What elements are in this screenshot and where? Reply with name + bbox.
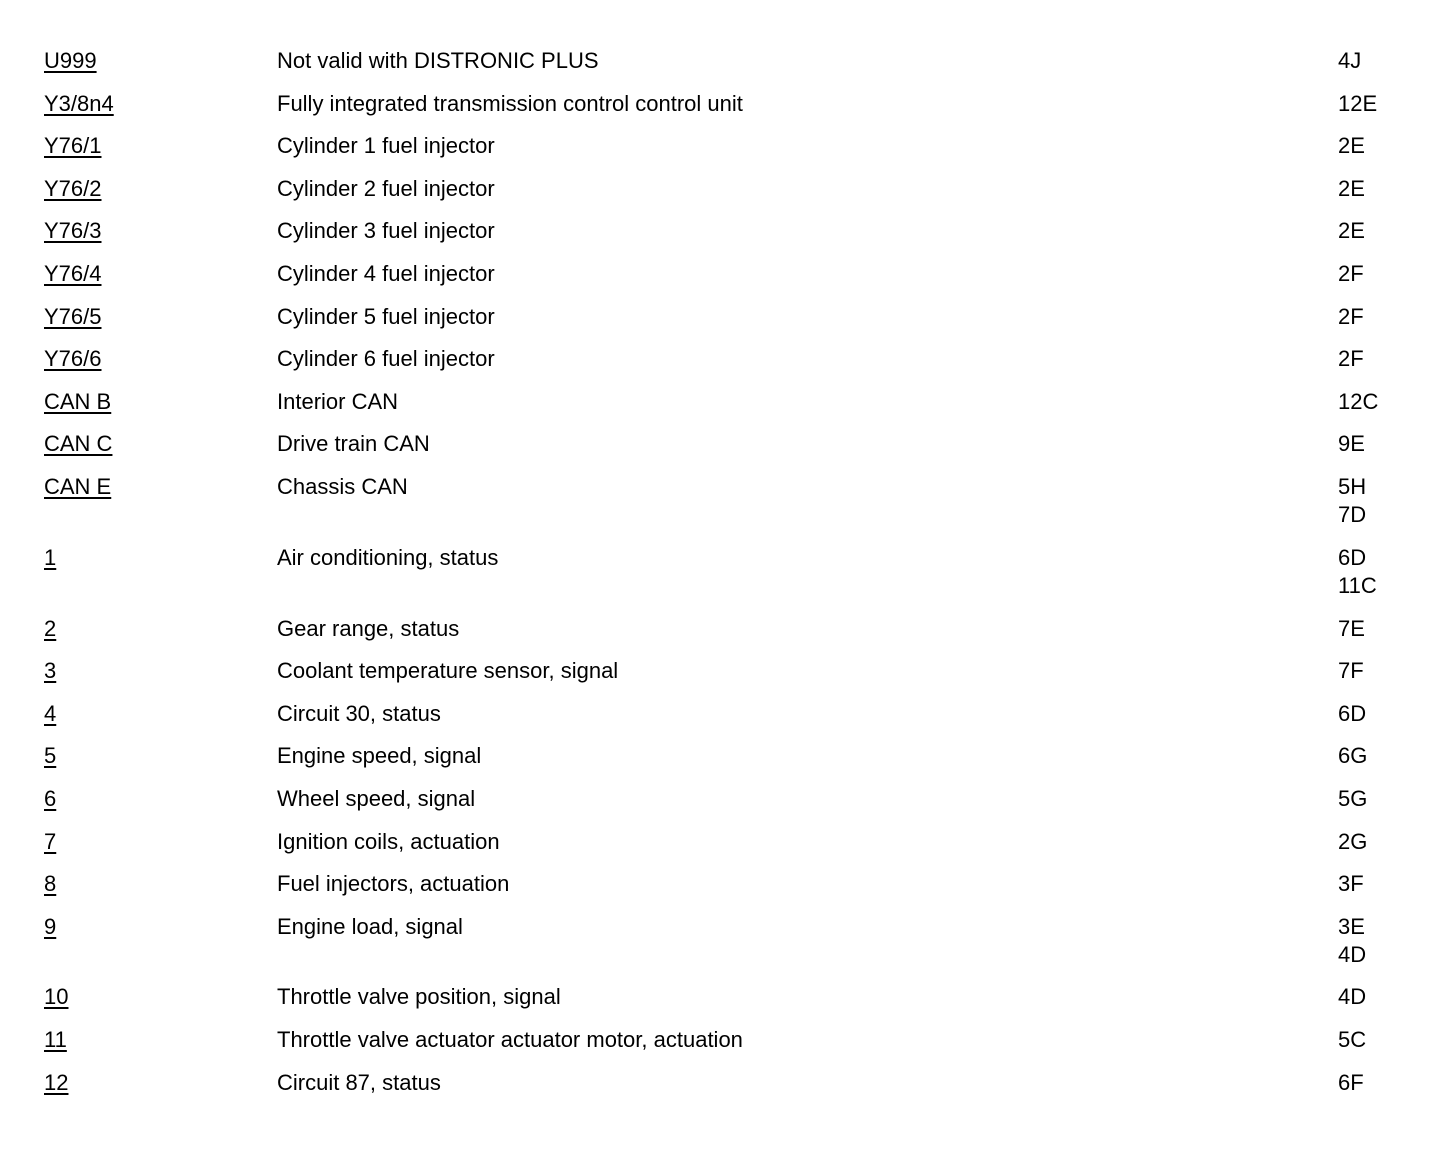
grid-reference-list: [1338, 260, 1424, 288]
grid-reference: 4D: [1338, 984, 1367, 1010]
grid-reference: 2E: [1338, 218, 1365, 244]
component-description: Throttle valve actuator actuator motor, actuation: [277, 1027, 743, 1053]
component-code-link[interactable]: Y76/3: [44, 218, 102, 244]
grid-reference-list: [1338, 544, 1424, 600]
grid-reference-list: [1338, 785, 1424, 813]
grid-reference-list: [1338, 430, 1424, 458]
grid-reference: 6G: [1338, 743, 1368, 769]
legend-row: [44, 742, 1424, 785]
legend-row: [44, 175, 1424, 218]
grid-reference-list: [1338, 1026, 1424, 1054]
grid-reference: 11C: [1338, 572, 1377, 598]
component-description: Not valid with DISTRONIC PLUS: [277, 48, 599, 73]
grid-reference: 9E: [1338, 431, 1365, 457]
grid-reference-list: [1338, 700, 1424, 728]
grid-reference: 2F: [1338, 303, 1364, 329]
component-description: Cylinder 4 fuel injector: [277, 260, 495, 286]
grid-reference-list: [1338, 870, 1424, 898]
grid-reference-list: [1338, 345, 1424, 373]
component-description: Air conditioning, status: [277, 544, 499, 570]
grid-reference: 3F: [1338, 871, 1364, 897]
component-code-link[interactable]: 2: [44, 615, 57, 641]
component-description: Ignition coils, actuation: [277, 828, 500, 854]
component-code-link[interactable]: Y76/1: [44, 133, 102, 159]
component-code-link[interactable]: CAN B: [44, 388, 112, 414]
legend-table: [44, 47, 1424, 1111]
legend-row: [44, 1069, 1424, 1112]
legend-row: [44, 913, 1424, 984]
grid-reference: 6D: [1338, 700, 1367, 726]
component-code-link[interactable]: U999: [44, 48, 97, 73]
component-description: Chassis CAN: [277, 473, 408, 499]
component-description: Cylinder 6 fuel injector: [277, 346, 495, 372]
component-description: Interior CAN: [277, 388, 399, 414]
legend-row: [44, 870, 1424, 913]
component-code-link[interactable]: Y76/5: [44, 303, 102, 329]
grid-reference-list: [1338, 615, 1424, 643]
component-code-link[interactable]: 9: [44, 913, 57, 939]
legend-row: [44, 1026, 1424, 1069]
grid-reference-list: [1338, 742, 1424, 770]
grid-reference-list: [1338, 828, 1424, 856]
component-description: Cylinder 2 fuel injector: [277, 175, 495, 201]
grid-reference-list: [1338, 47, 1424, 75]
legend-row: [44, 345, 1424, 388]
grid-reference: 4D: [1338, 941, 1367, 967]
component-code-link[interactable]: 3: [44, 658, 57, 684]
grid-reference: 2G: [1338, 828, 1368, 854]
grid-reference: 12E: [1338, 90, 1378, 116]
legend-row: [44, 700, 1424, 743]
legend-row: [44, 388, 1424, 431]
component-description: Circuit 87, status: [277, 1069, 441, 1095]
component-code-link[interactable]: 7: [44, 828, 57, 854]
grid-reference: 7F: [1338, 658, 1364, 684]
grid-reference: 6F: [1338, 1069, 1364, 1095]
component-code-link[interactable]: 11: [44, 1027, 67, 1053]
grid-reference: 7D: [1338, 501, 1367, 527]
component-code-link[interactable]: 1: [44, 544, 57, 570]
legend-row: [44, 983, 1424, 1026]
component-code-link[interactable]: 5: [44, 743, 57, 769]
component-description: Coolant temperature sensor, signal: [277, 658, 619, 684]
component-description: Cylinder 5 fuel injector: [277, 303, 495, 329]
legend-row: [44, 828, 1424, 871]
legend-row: [44, 615, 1424, 658]
component-code-link[interactable]: Y76/2: [44, 175, 102, 201]
grid-reference-list: [1338, 90, 1424, 118]
component-description: Cylinder 3 fuel injector: [277, 218, 495, 244]
component-description: Throttle valve position, signal: [277, 984, 561, 1010]
component-description: Fuel injectors, actuation: [277, 871, 510, 897]
component-code-link[interactable]: 6: [44, 785, 57, 811]
component-description: Circuit 30, status: [277, 700, 441, 726]
component-code-link[interactable]: Y76/6: [44, 346, 102, 372]
grid-reference: 2E: [1338, 133, 1365, 159]
grid-reference: 2F: [1338, 346, 1364, 372]
grid-reference-list: [1338, 983, 1424, 1011]
component-code-link[interactable]: 10: [44, 984, 69, 1010]
grid-reference: 2E: [1338, 175, 1365, 201]
grid-reference: 5C: [1338, 1027, 1367, 1053]
grid-reference: 12C: [1338, 388, 1379, 414]
grid-reference: 5H: [1338, 473, 1367, 499]
component-description: Gear range, status: [277, 615, 460, 641]
grid-reference: 5G: [1338, 785, 1368, 811]
grid-reference-list: [1338, 1069, 1424, 1097]
component-code-link[interactable]: 12: [44, 1069, 69, 1095]
legend-row: [44, 544, 1424, 615]
component-description: Fully integrated transmission control control unit: [277, 90, 743, 116]
component-description: Cylinder 1 fuel injector: [277, 133, 495, 159]
grid-reference-list: [1338, 175, 1424, 203]
grid-reference-list: [1338, 303, 1424, 331]
legend-row: [44, 303, 1424, 346]
component-code-link[interactable]: CAN E: [44, 473, 112, 499]
grid-reference-list: [1338, 132, 1424, 160]
legend-row: [44, 473, 1424, 544]
legend-row: [44, 217, 1424, 260]
component-code-link[interactable]: 8: [44, 871, 57, 897]
grid-reference-list: [1338, 913, 1424, 969]
legend-row: [44, 132, 1424, 175]
grid-reference: 7E: [1338, 615, 1365, 641]
grid-reference: 4J: [1338, 48, 1362, 73]
grid-reference: 3E: [1338, 913, 1365, 939]
grid-reference: 6D: [1338, 544, 1367, 570]
component-description: Engine load, signal: [277, 913, 463, 939]
legend-row: [44, 785, 1424, 828]
component-code-link[interactable]: 4: [44, 700, 57, 726]
grid-reference: 2F: [1338, 260, 1364, 286]
legend-row: [44, 430, 1424, 473]
grid-reference-list: [1338, 388, 1424, 416]
legend-row: [44, 657, 1424, 700]
legend-row: [44, 90, 1424, 133]
grid-reference-list: [1338, 657, 1424, 685]
component-description: Engine speed, signal: [277, 743, 482, 769]
grid-reference-list: [1338, 217, 1424, 245]
component-code-link[interactable]: Y76/4: [44, 260, 102, 286]
component-description: Wheel speed, signal: [277, 785, 476, 811]
legend-row: [44, 260, 1424, 303]
component-description: Drive train CAN: [277, 431, 430, 457]
grid-reference-list: [1338, 473, 1424, 529]
component-code-link[interactable]: CAN C: [44, 431, 113, 457]
component-code-link[interactable]: Y3/8n4: [44, 90, 114, 116]
legend-row: [44, 47, 1424, 90]
